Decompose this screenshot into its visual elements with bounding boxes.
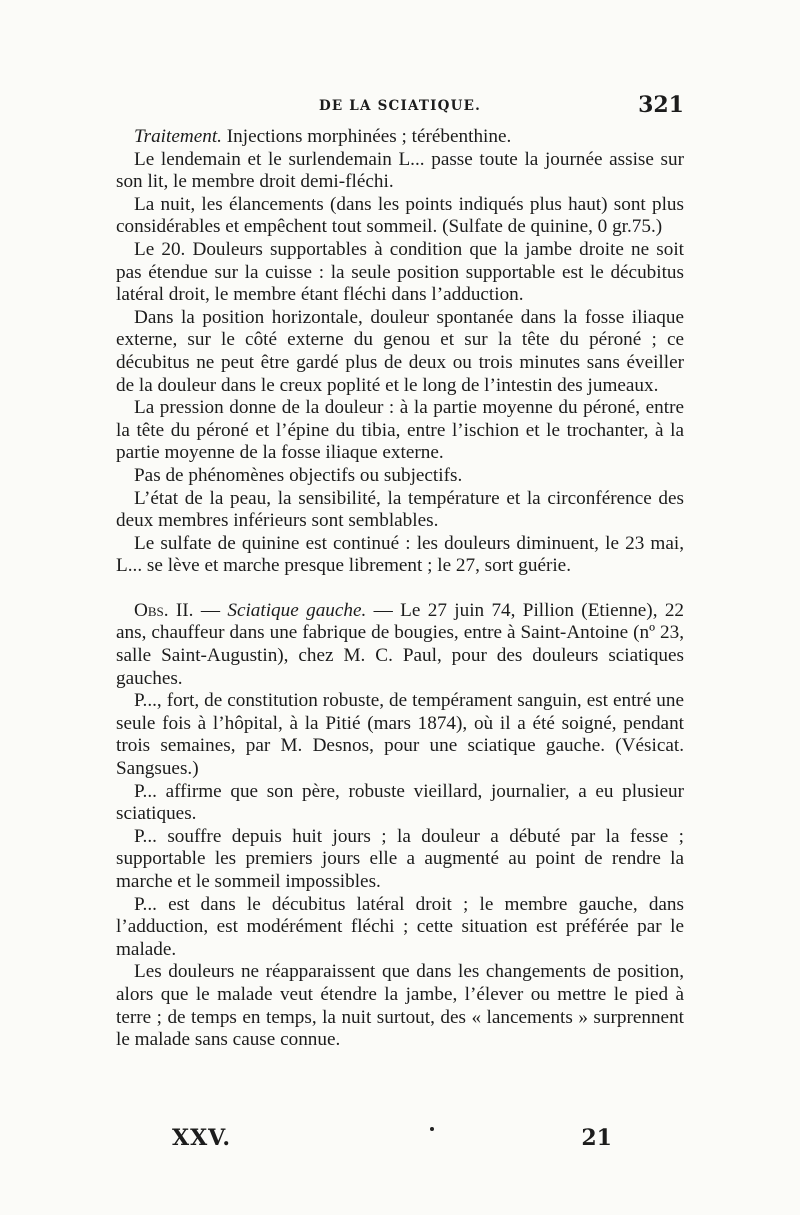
sheet-number: 21 bbox=[581, 1125, 612, 1151]
running-title: DE LA SCIATIQUE. bbox=[319, 98, 481, 114]
observation-text: — Le 27 juin 74, Pillion (Etienne), 22 ans, chauffeur dans une fabrique de bougies, entre à Saint-Antoine (nº 23, salle Saint-Augustin), chez M. C. Paul, pour des douleurs sciatiques gauches. bbox=[116, 599, 685, 689]
observation-label: Obs. II. bbox=[134, 599, 194, 621]
paragraph: P... est dans le décubitus latéral droit ; le membre gauche, dans l’adduction, est modérément fléchi ; cette situation est préférée par le malade. bbox=[116, 893, 684, 960]
paragraph: Le sulfate de quinine est continué : les douleurs diminuent, le 23 mai, L... se lève et marche presque librement ; le 27, sort guérie. bbox=[116, 532, 684, 577]
page-number: 321 bbox=[638, 92, 684, 118]
observation-paragraph: Obs. II. — Sciatique gauche. — Le 27 juin 74, Pillion (Etienne), 22 ans, chauffeur dans une fabrique de bougies, entre à Saint-Antoine (nº 23, salle Saint-Augustin), chez M. C. Paul, pour des douleurs sciatiques gauches. bbox=[116, 599, 685, 689]
paragraph: P..., fort, de constitution robuste, de tempérament sanguin, est entré une seule fois à l’hôpital, à la Pitié (mars 1874), où il a été soigné, pendant trois semaines, par M. Desnos, pour une sciatique gauche. (Vésicat. Sangsues.) bbox=[116, 690, 684, 780]
paragraph: L’état de la peau, la sensibilité, la température et la circonférence des deux membres inférieurs sont semblables. bbox=[116, 487, 684, 532]
paragraph: Le 20. Douleurs supportables à condition que la jambe droite ne soit pas étendue sur la cuisse : la seule position supportable est le décubitus latéral droit, le membre étant fléchi dans l’adduction. bbox=[116, 238, 684, 306]
treatment-label: Traitement. bbox=[134, 126, 222, 147]
paragraph: Les douleurs ne réapparaissent que dans les changements de position, alors que le malade veut étendre la jambe, l’élever ou mettre le pied à terre ; de temps en temps, la nuit surtout, des « lancements » surprennent le malade sans cause connue. bbox=[116, 961, 684, 1051]
page-footer bbox=[172, 1125, 612, 1165]
footer-dot bbox=[430, 1127, 434, 1131]
paragraph: La nuit, les élancements (dans les points indiqués plus haut) sont plus considérables et empêchent tout sommeil. (Sulfate de quinine, 0 gr.75.) bbox=[116, 193, 684, 238]
page-header bbox=[116, 92, 684, 128]
paragraph: Dans la position horizontale, douleur spontanée dans la fosse iliaque externe, sur le côté externe du genou et sur la tête du péroné ; ce décubitus ne peut être gardé plus de deux ou trois minutes sans éveiller de la douleur dans le creux poplité et le long de l’intestin des jumeaux. bbox=[116, 306, 684, 396]
paragraph: La pression donne de la douleur : à la partie moyenne du péroné, entre la tête du péroné et l’épine du tibia, entre l’ischion et le trochanter, à la partie moyenne de la fosse iliaque externe. bbox=[116, 397, 684, 464]
signature-mark: XXV. bbox=[172, 1125, 232, 1151]
body-text bbox=[116, 126, 684, 1052]
paragraph: Pas de phénomènes objectifs ou subjectifs. bbox=[134, 464, 463, 486]
paragraph: P... souffre depuis huit jours ; la douleur a débuté par la fesse ; supportable les premiers jours elle a augmenté au point de rendre la marche et le sommeil impossibles. bbox=[116, 825, 684, 892]
paragraph bbox=[116, 126, 684, 149]
paragraph-text: Injections morphinées ; térébenthine. bbox=[221, 126, 512, 147]
paragraph: Le lendemain et le surlendemain L... passe toute la journée assise sur son lit, le membre droit demi-fléchi. bbox=[116, 148, 684, 193]
paragraph: P... affirme que son père, robuste vieillard, journalier, a eu plusieur sciatiques. bbox=[116, 780, 684, 825]
observation-title: Sciatique gauche. bbox=[227, 599, 367, 621]
